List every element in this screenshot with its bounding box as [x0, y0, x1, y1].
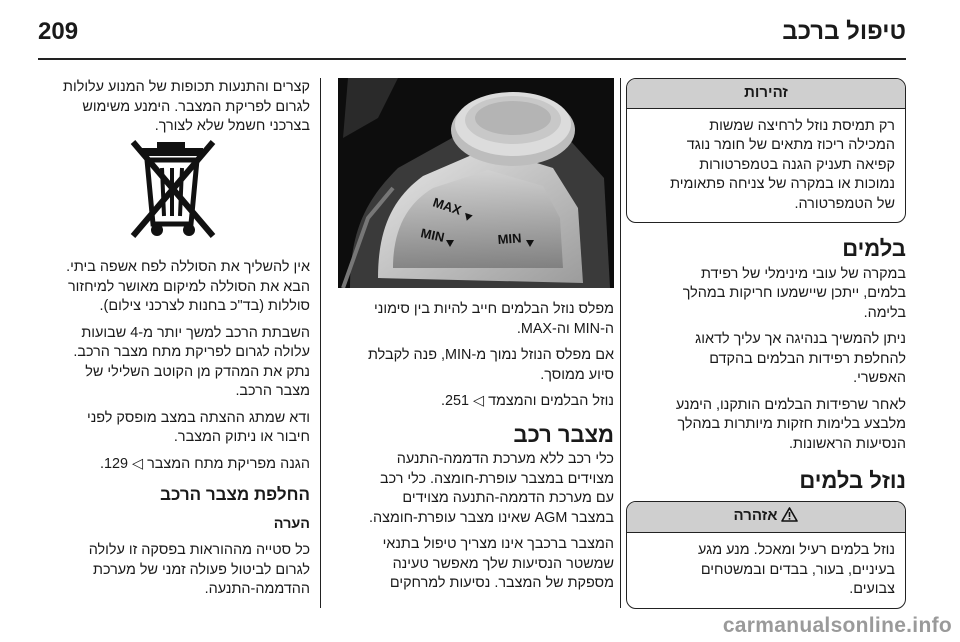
- text-line: סוללות (בד"כ בחנות לצרכני צילום).: [99, 298, 310, 314]
- column-middle: [338, 300, 614, 601]
- cross-reference[interactable]: הגנה מפריקת מתח המצבר ◁ 129.: [100, 455, 310, 472]
- warning-line: של הטמפרטורה.: [794, 195, 895, 212]
- text-line: חיבור או ניתוק המצבר.: [173, 429, 310, 445]
- text-line: כלי רכב ללא מערכת הדממה-התנעה: [396, 451, 614, 467]
- text-line: מצבר הרכב.: [235, 383, 310, 399]
- level-paragraph: [338, 300, 614, 339]
- watermark[interactable]: carmanualsonline.info: [722, 614, 952, 637]
- storage-paragraph: [38, 324, 310, 402]
- text-line: אין להשליך את הסוללה לפח אשפה ביתי.: [66, 259, 310, 275]
- danger-line: נוזל בלמים רעיל ומאכל. מנע מגע: [698, 542, 895, 558]
- warning-line: נמוכות או במקרה של צניחה פתאומית: [670, 176, 895, 192]
- cross-reference[interactable]: נוזל הבלמים והמצמד ◁ 251.: [440, 393, 614, 409]
- text-line: בצרכני חשמל שלא לצורך.: [154, 118, 310, 134]
- danger-line: צבועים.: [849, 581, 895, 597]
- note-paragraph: [38, 541, 310, 600]
- danger-box-body: [627, 533, 905, 608]
- text-line: המצבר ברכבך אינו מצריך טיפול בתנאי: [382, 536, 614, 552]
- ignition-paragraph: [38, 409, 310, 448]
- text-line: נתק את המהדק מן הקוטב השלילי של: [85, 363, 310, 380]
- warning-triangle-icon: [781, 507, 798, 528]
- text-line: קצרים והתנעות תכופות של המנוע עלולות: [63, 79, 310, 95]
- text-line: בלימה.: [863, 304, 906, 321]
- text-line: מספקת של המצבר. נסיעות למרחקים: [389, 575, 614, 591]
- text-line: לאחר שרפידות הבלמים הותקנו, הימנע: [675, 396, 906, 413]
- column-divider: [320, 78, 321, 608]
- column-divider: [620, 78, 621, 608]
- header-rule: [38, 58, 906, 60]
- text-line: הנסיעות הראשונות.: [788, 435, 906, 452]
- battery-paragraph: [338, 535, 614, 594]
- warning-line: רק תמיסת נוזל לרחיצה שמשות: [709, 117, 895, 134]
- brakes-paragraph: [626, 330, 906, 389]
- danger-box-title: אזהרה: [733, 506, 778, 524]
- warning-line: המכילה ריכוז מתאים של חומר נוגד: [686, 137, 895, 153]
- brakes-paragraph: [626, 265, 906, 324]
- text-line: השבתת הרכב למשך יותר מ-4 שבועות: [81, 324, 310, 341]
- text-line: לגרום לפריקת המצבר. הימנע משימוש: [82, 98, 310, 115]
- danger-box-header: [627, 502, 905, 534]
- text-line: עם מערכת הדממה-התנעה מצוידים: [402, 490, 614, 506]
- crossed-out-bin-icon: [127, 138, 217, 240]
- text-line: במצבר AGM שאינו מצבר עופרת-חומצה.: [369, 509, 614, 526]
- text-line: ה-MIN וה-MAX.: [516, 320, 614, 337]
- text-line: במקרה של עובי מינימלי של רפידת: [701, 265, 906, 282]
- warning-line: קפיאה תעניק הגנה בטמפרטורות: [699, 156, 895, 173]
- battery-paragraph: [338, 450, 614, 528]
- text-line: ההדממה-התנעה.: [204, 581, 310, 597]
- text-line: הבא את הסוללה למיקום מאושר למיחזור: [68, 278, 310, 295]
- text-line: סיוע ממוסך.: [540, 366, 614, 383]
- column-right: [626, 78, 906, 609]
- max-label: MAX: [431, 194, 464, 218]
- text-line: ניתן להמשיך בנהיגה אך עליך לדאוג: [695, 331, 906, 347]
- warning-box-title: זהירות: [627, 79, 905, 109]
- text-line: אם מפלס הנוזל נמוך מ-MIN, פנה לקבלת: [367, 347, 614, 363]
- text-line: בלמים, ייתכן שיישמעו חריקות במהלך: [682, 285, 906, 301]
- warning-box-body: [627, 109, 905, 223]
- text-line: ודא שמתג ההצתה במצב מופסק לפני: [86, 409, 310, 426]
- page-header: [38, 14, 906, 54]
- page-title: טיפול ברכב: [782, 18, 906, 45]
- note-heading: הערה: [273, 515, 310, 532]
- text-line: האפשרי.: [853, 370, 906, 386]
- text-line: עלולה לגרום לפריקת מתח מצבר הרכב.: [73, 344, 310, 360]
- text-line: לגרום לביטול פעולה זמני של מערכת: [93, 561, 310, 578]
- page-number: 209: [38, 18, 79, 45]
- warning-box: [626, 78, 906, 223]
- text-line: להחלפת רפידות הבלמים בהקדם: [709, 350, 906, 367]
- column-left-top: [38, 78, 310, 144]
- battery-paragraph: [38, 78, 310, 137]
- brake-fluid-heading: נוזל בלמים: [799, 468, 906, 493]
- level-paragraph: [338, 346, 614, 385]
- replace-battery-heading: החלפת מצבר הרכב: [160, 485, 310, 504]
- brakes-heading: בלמים: [842, 236, 906, 261]
- column-left-bottom: [38, 258, 310, 607]
- text-line: מלבצע בלימות חזקות מיותרות במהלך: [677, 416, 906, 432]
- brake-fluid-reservoir-photo: [338, 78, 614, 288]
- text-line: כל סטייה מההוראות בפסקה זו עלולה: [88, 542, 310, 558]
- danger-box: [626, 501, 906, 609]
- text-line: מפלס נוזל הבלמים חייב להיות בין סימוני: [374, 301, 614, 317]
- brakes-paragraph: [626, 396, 906, 455]
- min-label-right: MIN: [497, 230, 522, 247]
- disposal-paragraph: [38, 258, 310, 317]
- text-line: מצוידים במצבר עופרת-חומצה. כלי רכב: [379, 470, 614, 487]
- battery-heading: מצבר רכב: [513, 421, 614, 447]
- min-label-left: MIN: [419, 225, 446, 245]
- text-line: שמשטר הנסיעות שלך מאפשר טעינה: [392, 555, 614, 572]
- danger-line: בעיניים, בעור, בבדים ובמשטחים: [700, 561, 895, 578]
